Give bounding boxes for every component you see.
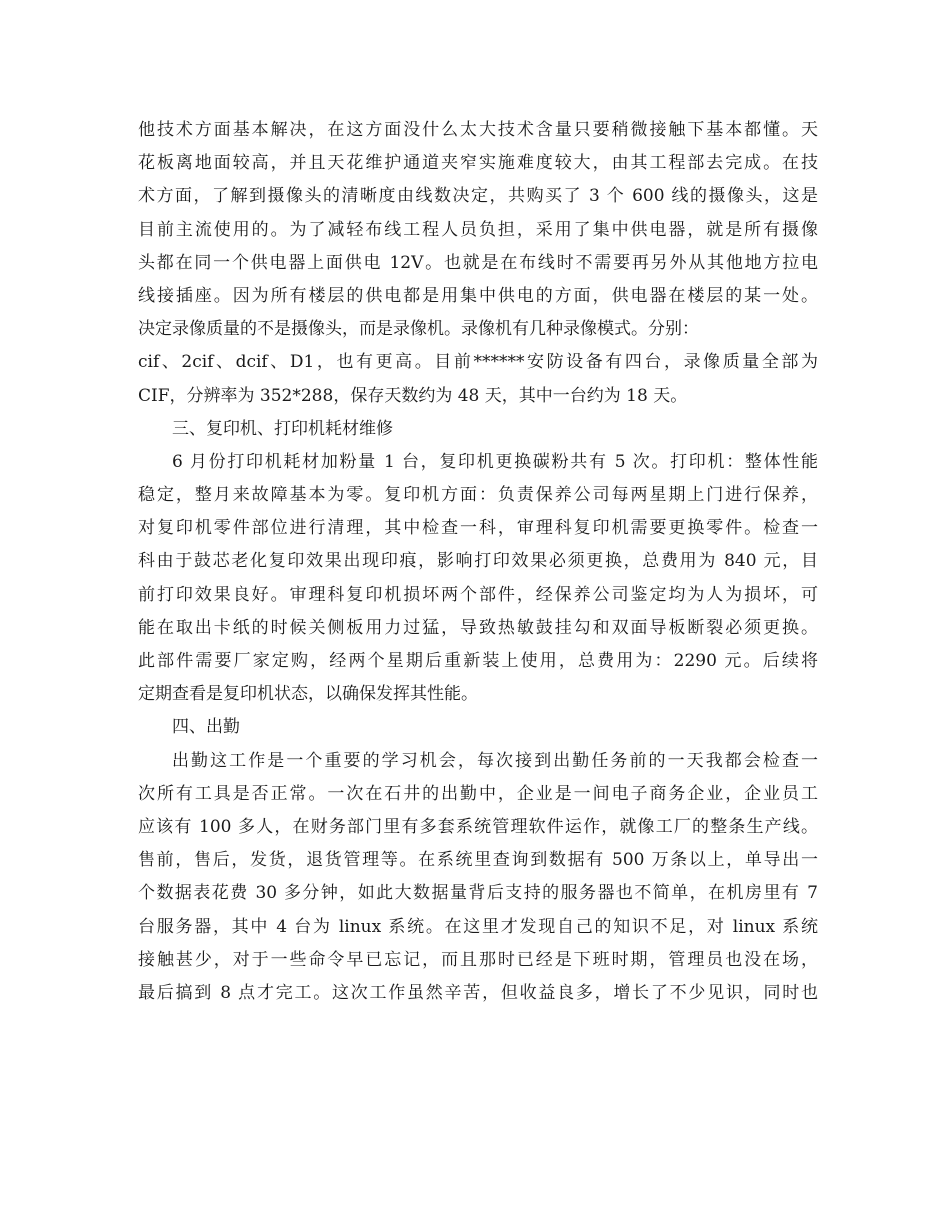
text-line: 前打印效果良好。审理科复印机损坏两个部件，经保养公司鉴定均为人为损坏，可 xyxy=(138,584,818,605)
text-line: 出勤这工作是一个重要的学习机会，每次接到出勤任务前的一天我都会检查一 xyxy=(172,750,818,771)
text-line: 目前主流使用的。为了减轻布线工程人员负担，采用了集中供电器，就是所有摄像 xyxy=(138,219,818,240)
section-heading-3: 三、复印机、打印机耗材维修 xyxy=(172,418,393,439)
text-line: 决定录像质量的不是摄像头，而是录像机。录像机有几种录像模式。分别： xyxy=(138,319,699,340)
text-line: 线接插座。因为所有楼层的供电都是用集中供电的方面，供电器在楼层的某一处。 xyxy=(138,285,818,306)
text-line: 术方面，了解到摄像头的清晰度由线数决定，共购买了 3 个 600 线的摄像头，这是 xyxy=(138,186,818,207)
text-line: 稳定，整月来故障基本为零。复印机方面：负责保养公司每两星期上门进行保养， xyxy=(138,485,818,506)
text-line: 应该有 100 多人，在财务部门里有多套系统管理软件运作，就像工厂的整条生产线。 xyxy=(138,816,818,837)
text-line: 头都在同一个供电器上面供电 12V。也就是在布线时不需要再另外从其他地方拉电 xyxy=(138,252,818,273)
document-body xyxy=(138,114,818,1010)
text-line: 台服务器，其中 4 台为 linux 系统。在这里才发现自己的知识不足，对 linux 系统 xyxy=(138,916,818,937)
text-line: 对复印机零件部位进行清理，其中检查一科，审理科复印机需要更换零件。检查一 xyxy=(138,518,818,539)
text-line: 他技术方面基本解决，在这方面没什么太大技术含量只要稍微接触下基本都懂。天 xyxy=(138,120,818,140)
text-line: 最后搞到 8 点才完工。这次工作虽然辛苦，但收益良多，增长了不少见识，同时也 xyxy=(138,982,818,1003)
text-line: 定期查看是复印机状态，以确保发挥其性能。 xyxy=(138,684,478,705)
text-line: CIF，分辨率为 352*288，保存天数约为 48 天，其中一台约为 18 天。 xyxy=(138,385,688,406)
text-line: 此部件需要厂家定购，经两个星期后重新装上使用，总费用为：2290 元。后续将 xyxy=(138,651,818,671)
text-line: 接触甚少，对于一些命令早已忘记，而且那时已经是下班时期，管理员也没在场， xyxy=(138,949,818,970)
text-line: 花板离地面较高，并且天花维护通道夹窄实施难度较大，由其工程部去完成。在技 xyxy=(138,153,818,174)
text-line: 6 月份打印机耗材加粉量 1 台，复印机更换碳粉共有 5 次。打印机：整体性能 xyxy=(172,451,818,472)
text-line: 个数据表花费 30 多分钟，如此大数据量背后支持的服务器也不简单，在机房里有 7 xyxy=(138,883,818,904)
text-line: 能在取出卡纸的时候关侧板用力过猛，导致热敏鼓挂勾和双面导板断裂必须更换。 xyxy=(138,617,818,638)
text-line: 次所有工具是否正常。一次在石井的出勤中，企业是一间电子商务企业，企业员工 xyxy=(138,783,818,804)
section-heading-4: 四、出勤 xyxy=(172,717,240,738)
text-line: 售前，售后，发货，退货管理等。在系统里查询到数据有 500 万条以上，单导出一 xyxy=(138,850,818,871)
text-line: cif、2cif、dcif、D1，也有更高。目前******安防设备有四台，录像质量全部为 xyxy=(138,352,818,373)
text-line: 科由于鼓芯老化复印效果出现印痕，影响打印效果必须更换，总费用为 840 元，目 xyxy=(138,551,818,572)
